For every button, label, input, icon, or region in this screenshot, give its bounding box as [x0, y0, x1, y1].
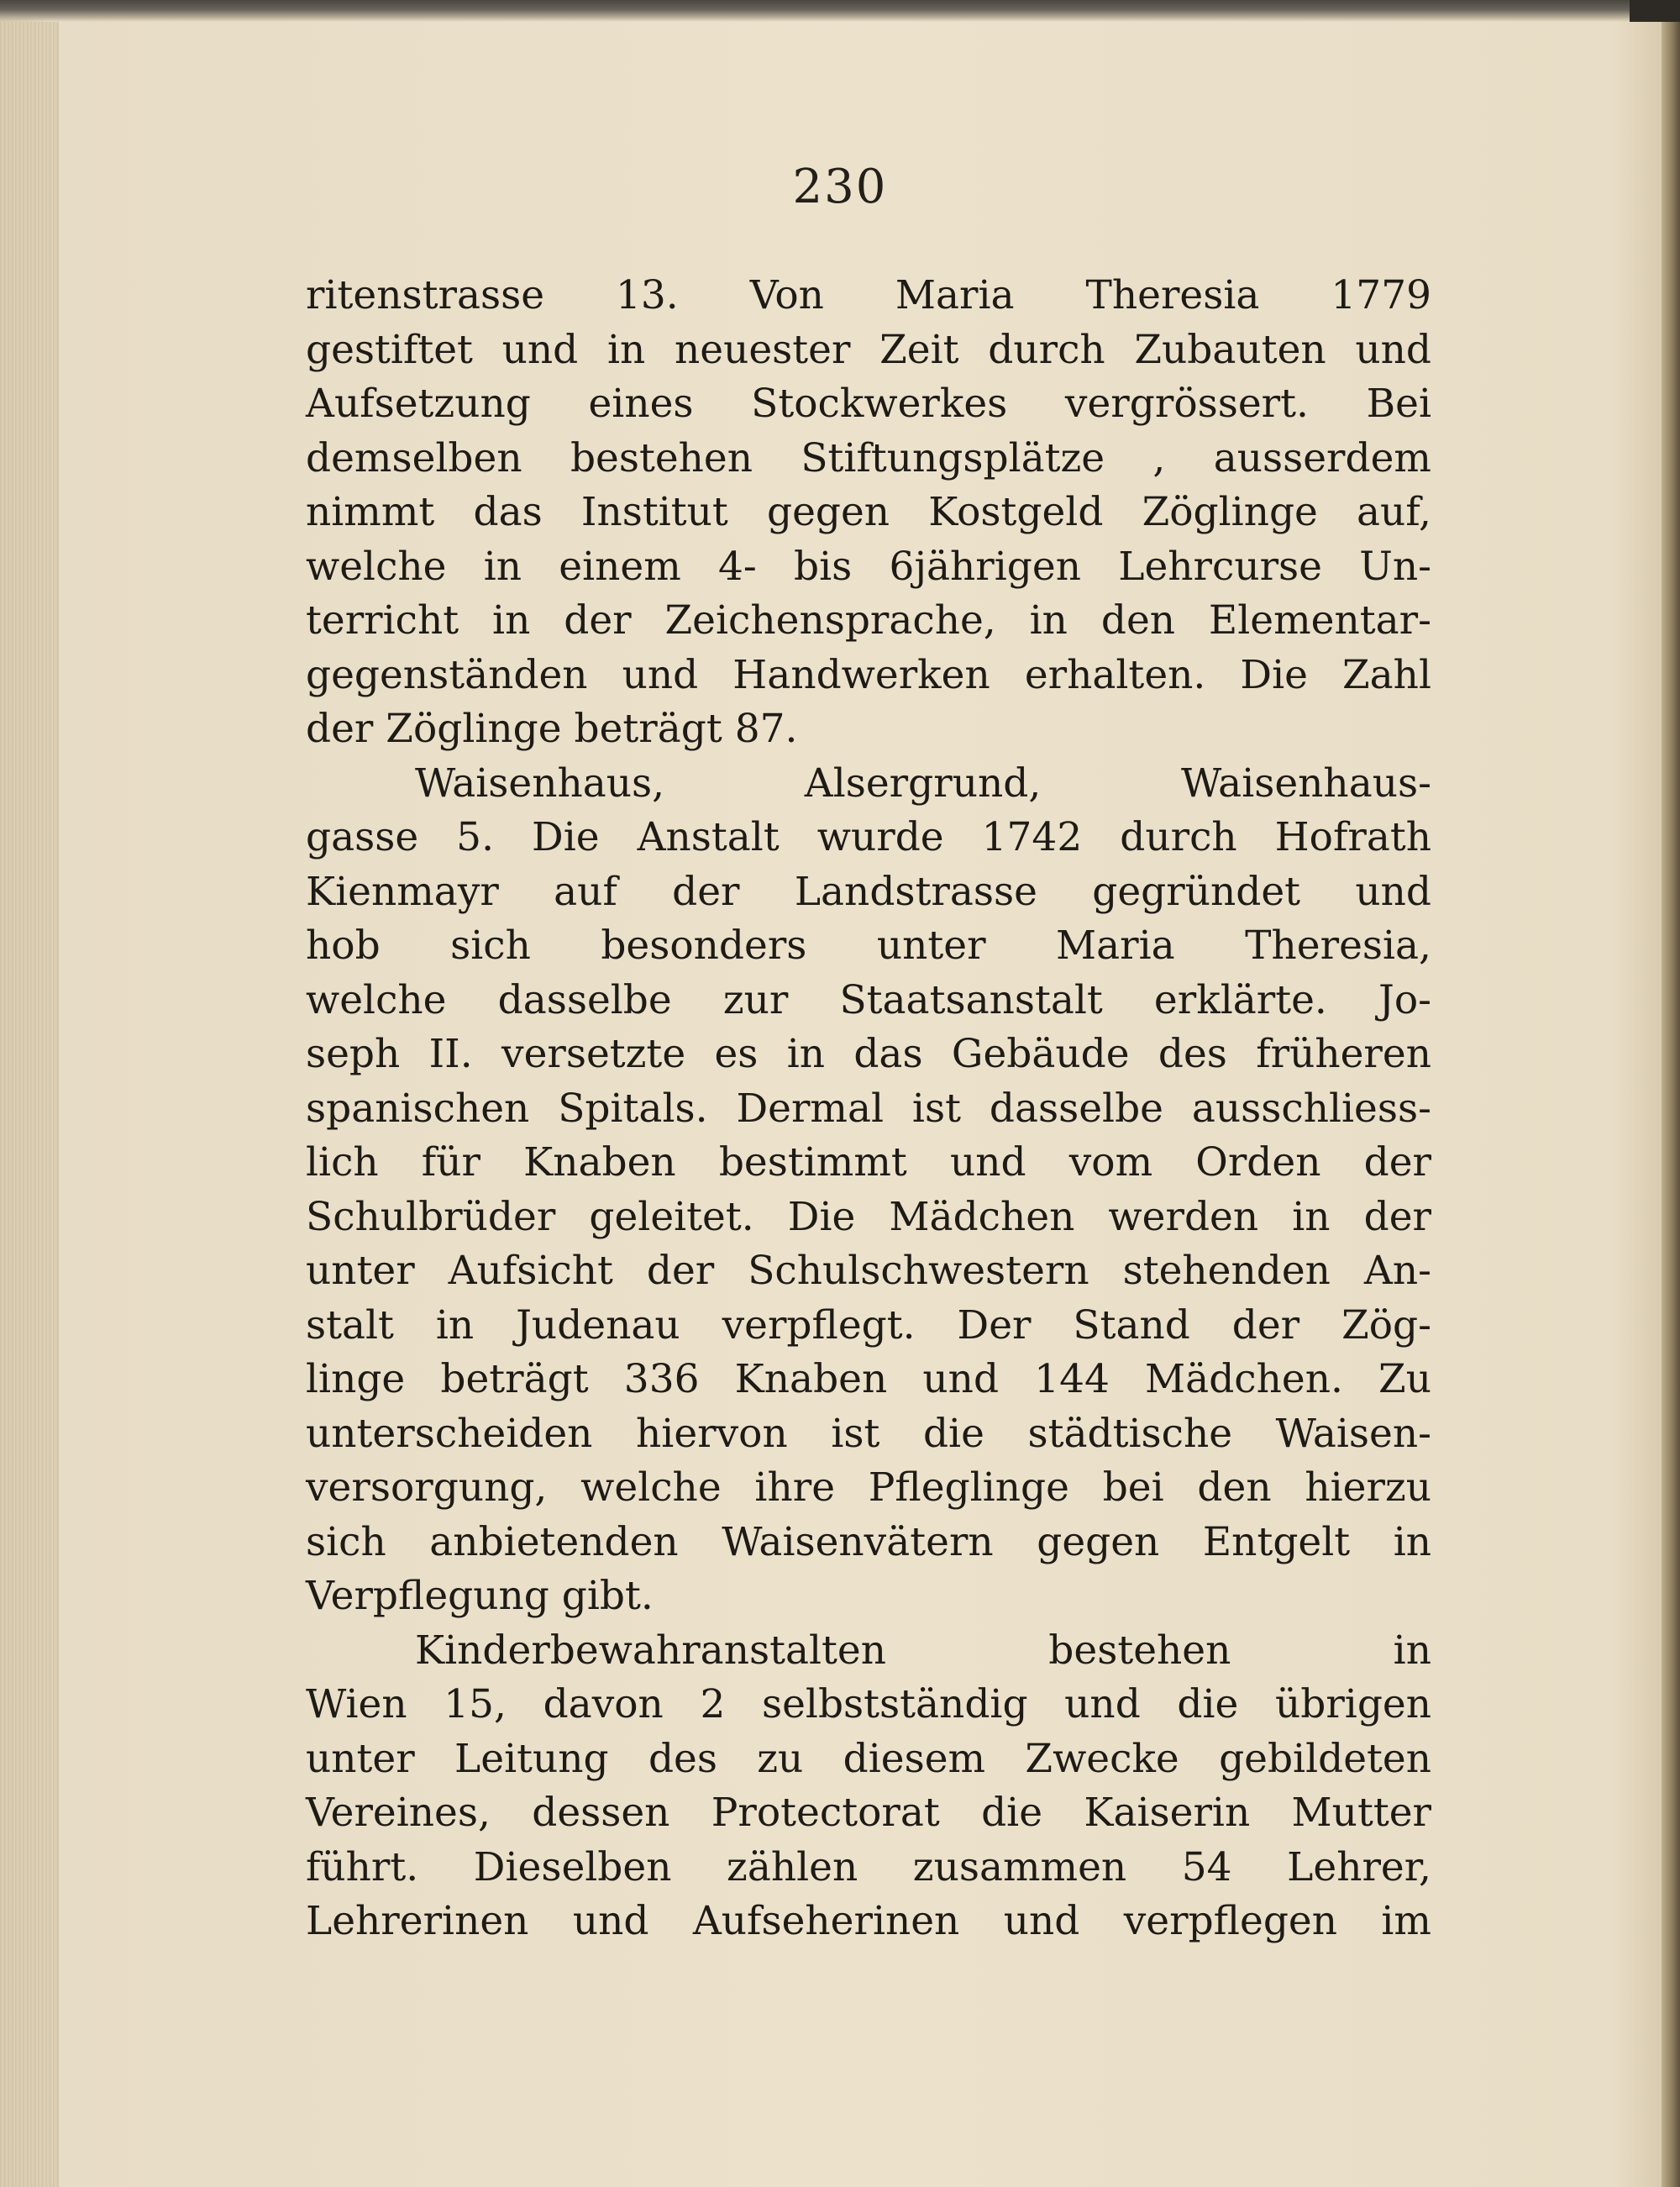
page-top-edge — [0, 0, 1680, 22]
text-line: seph II. versetzte es in das Gebäude des früheren — [306, 1031, 1431, 1077]
page-number: 230 — [792, 160, 888, 214]
text-line: demselben bestehen Stiftungsplätze , ausserdem — [306, 434, 1431, 481]
text-line: Verpflegung gibt. — [306, 1573, 654, 1619]
text-line: gegenständen und Handwerken erhalten. Die Zahl — [306, 651, 1431, 698]
text-line: führt. Dieselben zählen zusammen 54 Lehrer, — [306, 1843, 1431, 1890]
page-stack-left-edge — [0, 22, 59, 2187]
page-right-edge — [1662, 22, 1680, 2187]
text-line: gasse 5. Die Anstalt wurde 1742 durch Hofrath — [306, 814, 1431, 860]
text-line: welche in einem 4- bis 6jährigen Lehrcurse Un- — [306, 543, 1431, 590]
text-line: unterscheiden hiervon ist die städtische Waisen- — [306, 1410, 1431, 1457]
text-line: der Zöglinge beträgt 87. — [306, 706, 798, 752]
body-text — [306, 269, 1431, 1949]
text-line: Aufsetzung eines Stockwerkes vergrössert. Bei — [306, 381, 1431, 427]
text-line: versorgung, welche ihre Pfleglinge bei den hierzu — [306, 1464, 1431, 1511]
paragraph-start-line: Kinderbewahranstalten bestehen in — [415, 1627, 1431, 1674]
text-line: terricht in der Zeichensprache, in den Elementar- — [306, 597, 1431, 644]
text-line: Wien 15, davon 2 selbstständig und die übrigen — [306, 1681, 1431, 1727]
text-line: unter Aufsicht der Schulschwestern stehenden An- — [306, 1248, 1431, 1294]
text-line: Schulbrüder geleitet. Die Mädchen werden in der — [306, 1193, 1431, 1240]
text-line: stalt in Judenau verpflegt. Der Stand der Zög- — [306, 1301, 1431, 1348]
text-line: Vereines, dessen Protectorat die Kaiserin Mutter — [306, 1790, 1431, 1836]
text-line: Lehrerinen und Aufseherinen und verpflegen im — [306, 1898, 1431, 1944]
text-line: lich für Knaben bestimmt und vom Orden der — [306, 1139, 1431, 1186]
book-cover-corner — [1630, 0, 1680, 22]
text-line: Kienmayr auf der Landstrasse gegründet und — [306, 868, 1431, 915]
text-line: gestiftet und in neuester Zeit durch Zubauten und — [306, 326, 1431, 373]
text-line: nimmt das Institut gegen Kostgeld Zöglinge auf, — [306, 489, 1431, 535]
text-line: hob sich besonders unter Maria Theresia, — [306, 923, 1431, 969]
text-line: spanischen Spitals. Dermal ist dasselbe ausschliess- — [306, 1085, 1431, 1132]
text-line: linge beträgt 336 Knaben und 144 Mädchen. Zu — [306, 1356, 1431, 1402]
text-line: ritenstrasse 13. Von Maria Theresia 1779 — [306, 272, 1431, 318]
text-line: welche dasselbe zur Staatsanstalt erklärte. Jo- — [306, 976, 1431, 1023]
text-line: sich anbietenden Waisenvätern gegen Entgelt in — [306, 1518, 1431, 1565]
paragraph-start-line: Waisenhaus, Alsergrund, Waisenhaus- — [415, 760, 1431, 807]
text-line: unter Leitung des zu diesem Zwecke gebildeten — [306, 1735, 1431, 1782]
